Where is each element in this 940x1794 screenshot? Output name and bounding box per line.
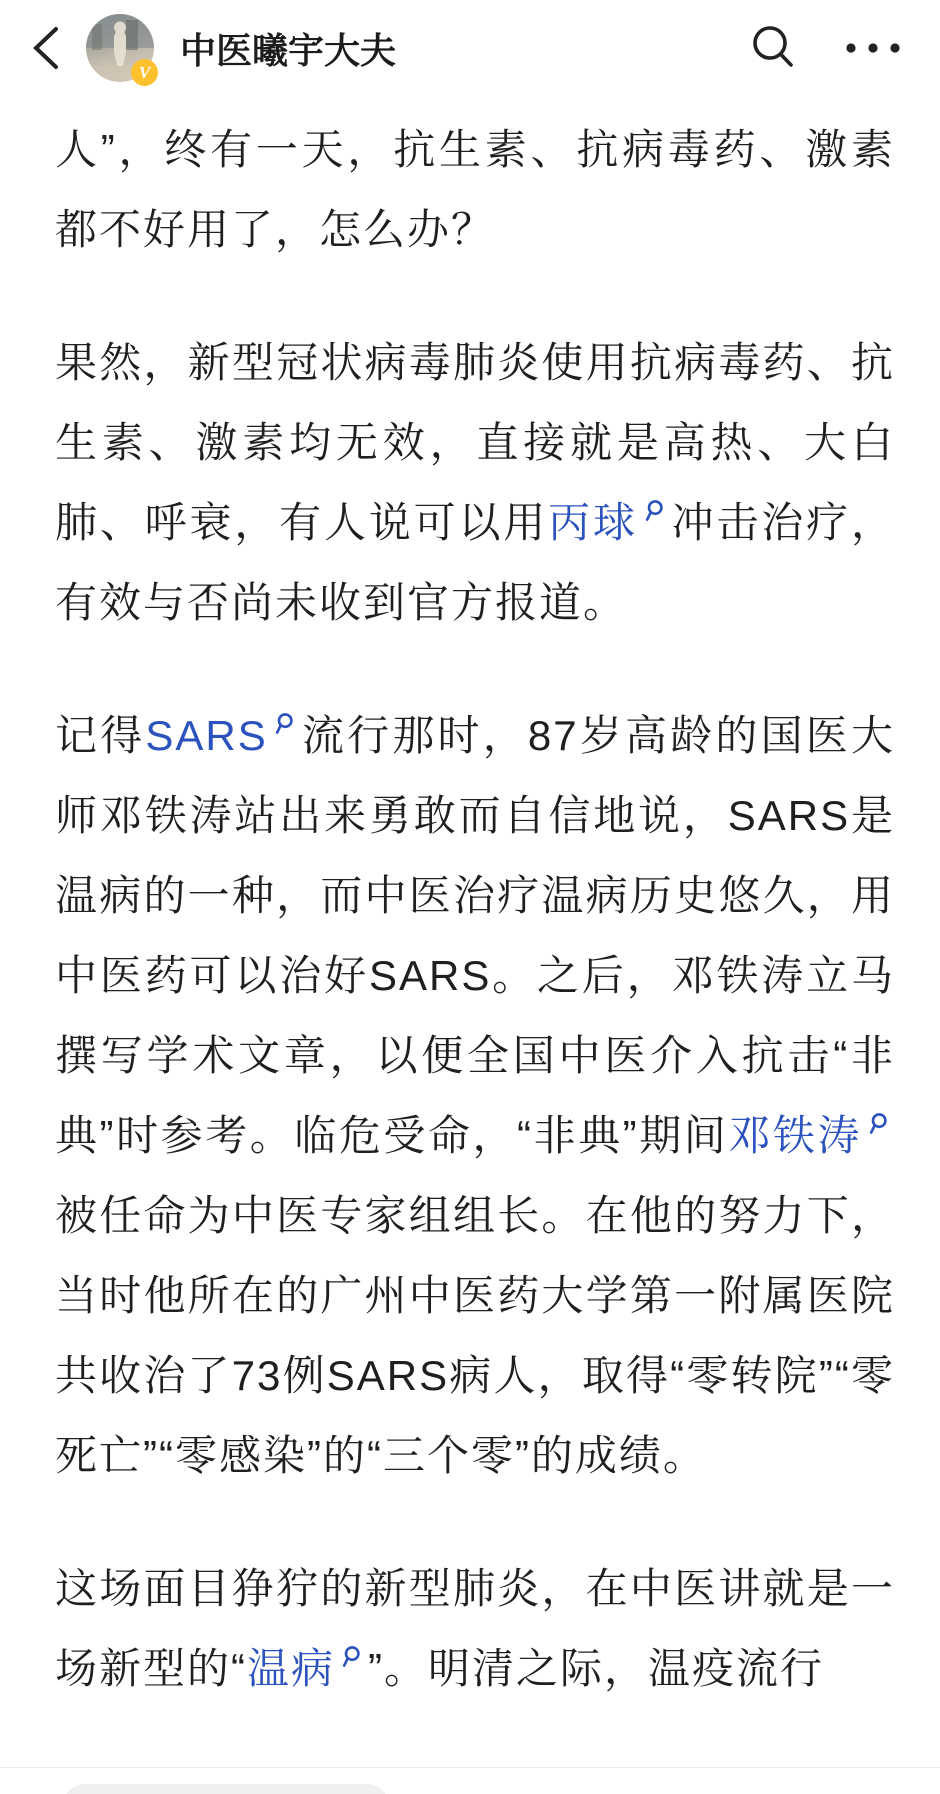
body-text: 这场面目狰狞的新型肺炎，在中医讲就是一场新型的“ bbox=[55, 1565, 895, 1692]
back-icon bbox=[28, 24, 62, 72]
navbar bbox=[0, 0, 940, 96]
body-text: 人”，终有一天，抗生素、抗病毒药、激素都不好用了，怎么办？ bbox=[55, 126, 895, 253]
verified-badge: V bbox=[131, 59, 158, 86]
body-text: 流行那时，87岁高龄的国医大师邓铁涛站出来勇敢而自信地说，SARS是温病的一种，而中医治疗温病历史悠久，用中医药可以治好SARS。之后，邓铁涛立马撰写学术文章，以便全国中医介入抗击“非典”时参考。临危受命，“非典”期间 bbox=[55, 712, 895, 1159]
paragraph bbox=[55, 110, 895, 270]
entity-link[interactable] bbox=[548, 499, 671, 546]
comment-input-pill[interactable] bbox=[64, 1784, 388, 1794]
entity-link[interactable] bbox=[247, 1645, 368, 1692]
entity-link-text: 邓铁涛 bbox=[728, 1112, 862, 1159]
author-avatar[interactable] bbox=[86, 14, 154, 82]
body-text: 被任命为中医专家组组长。在他的努力下，当时他所在的广州中医药大学第一附属医院共收治了73例SARS病人，取得“零转院”“零死亡”“零感染”的“三个零”的成绩。 bbox=[55, 1192, 895, 1479]
back-button[interactable] bbox=[28, 18, 72, 78]
entity-search-icon bbox=[340, 1646, 361, 1669]
body-text: 冲击治疗，有效与否尚未收到官方报道。 bbox=[55, 499, 895, 626]
body-text: 果然，新型冠状病毒肺炎使用抗病毒药、抗生素、激素均无效，直接就是高热、大白肺、呼衰，有人说可以用 bbox=[55, 339, 895, 546]
body-text: 记得 bbox=[55, 712, 146, 759]
more-icon bbox=[842, 38, 904, 58]
article-body bbox=[0, 96, 940, 1709]
paragraph bbox=[55, 1549, 895, 1709]
entity-search-icon bbox=[273, 713, 294, 736]
paragraph bbox=[55, 323, 895, 643]
entity-link-text: 温病 bbox=[247, 1645, 336, 1692]
entity-link[interactable] bbox=[728, 1112, 895, 1159]
bottom-toolbar bbox=[0, 1767, 940, 1794]
entity-link-text: SARS bbox=[145, 712, 268, 759]
body-text: ”。明清之际，温疫流行 bbox=[368, 1645, 825, 1692]
entity-search-icon bbox=[867, 1113, 888, 1136]
author-name: 中医曦宇大夫 bbox=[180, 29, 397, 71]
search-icon bbox=[748, 22, 800, 74]
entity-link-text: 丙球 bbox=[548, 499, 638, 546]
entity-search-icon bbox=[643, 500, 664, 523]
entity-link[interactable] bbox=[145, 712, 300, 759]
paragraph bbox=[55, 696, 895, 1496]
more-button[interactable] bbox=[842, 18, 904, 78]
search-button[interactable] bbox=[748, 18, 800, 78]
